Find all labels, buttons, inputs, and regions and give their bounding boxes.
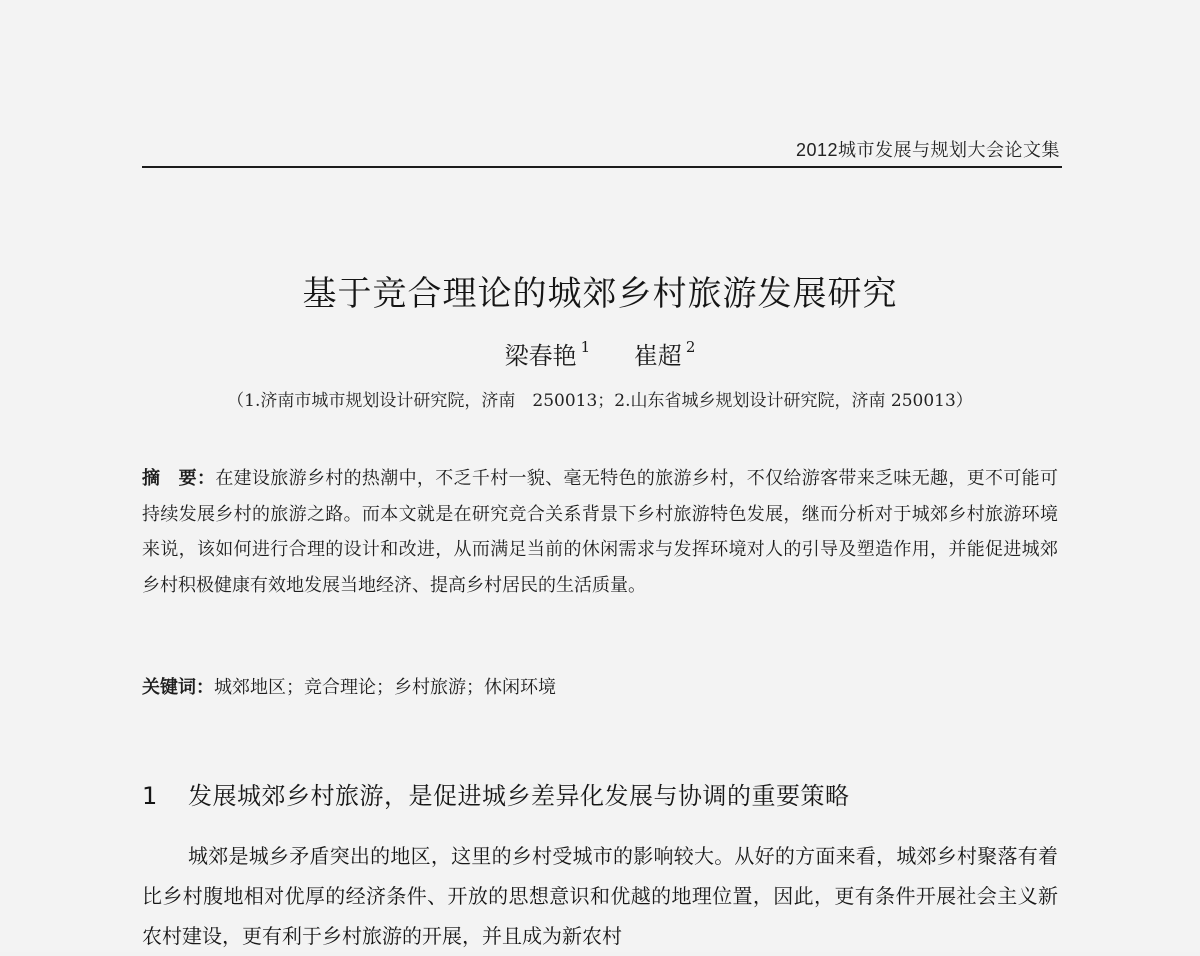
running-header: 2012城市发展与规划大会论文集 [795,140,1060,160]
author-1 [505,336,591,371]
affiliation-mark: 1 [580,338,591,356]
abstract-label: 摘 要： [142,468,216,489]
author-name: 梁春艳 [504,342,577,370]
keywords [142,673,1058,699]
keywords-label: 关键词： [142,677,214,698]
affiliations: （1.济南市城市规划设计研究院，济南 250013；2.山东省城乡规划设计研究院，济南 250013） [227,391,973,411]
keywords-text: 城郊地区；竞合理论；乡村旅游；休闲环境 [214,677,556,698]
abstract-text: 在建设旅游乡村的热潮中，不乏千村一貌、毫无特色的旅游乡村，不仅给游客带来乏味无趣，更不可能可持续发展乡村的旅游之路。而本文就是在研究竞合关系背景下乡村旅游特色发展，继而分析对于城郊乡村旅游环境来说，该如何进行合理的设计和改进，从而满足当前的休闲需求与发挥环境对人的引导及塑造作用，并能促进城郊乡村积极健康有效地发展当地经济、提高乡村居民的生活质量。 [142,468,1059,596]
affiliation-mark: 2 [685,338,696,356]
abstract [142,461,1058,603]
section-title: 发展城郊乡村旅游，是促进城乡差异化发展与协调的重要策略 [188,782,850,810]
header-rule [142,166,1062,168]
author-line [142,336,1058,371]
section-number: 1 [142,782,158,810]
author-name: 崔超 [633,342,682,370]
section-heading [142,776,1058,811]
author-2 [634,336,696,371]
paper-title: 基于竞合理论的城郊乡村旅游发展研究 [302,274,898,314]
body-paragraph: 城郊是城乡矛盾突出的地区，这里的乡村受城市的影响较大。从好的方面来看，城郊乡村聚落有着比乡村腹地相对优厚的经济条件、开放的思想意识和优越的地理位置，因此，更有条件开展社会主义新农村建设，更有利于乡村旅游的开展，并且成为新农村 [142,844,1058,948]
